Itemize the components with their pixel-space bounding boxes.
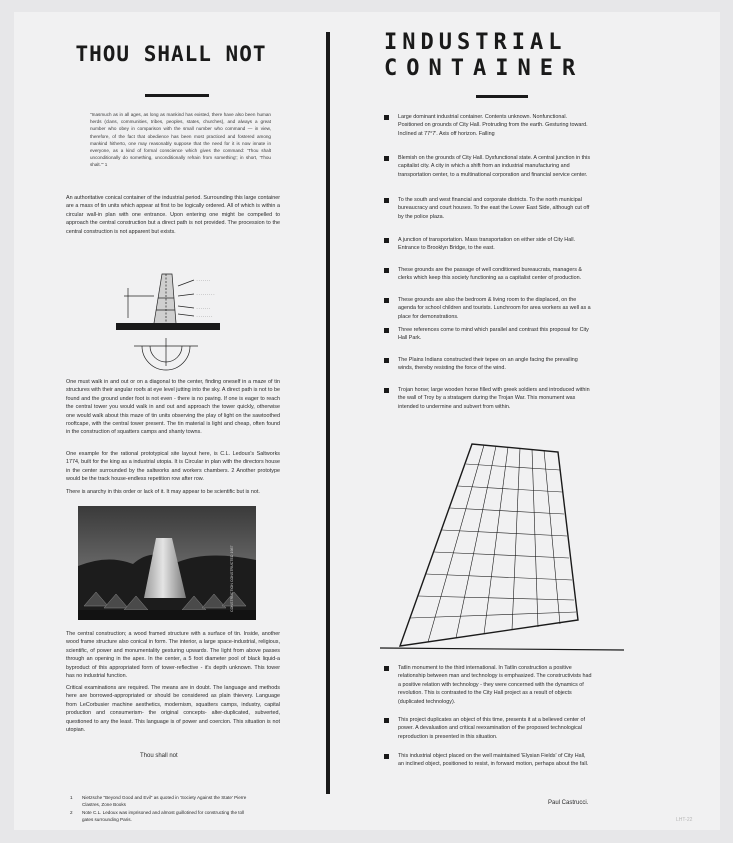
- bullet-square-icon: [384, 115, 389, 120]
- bullet-item: Large dominant industrial container. Contents unknown. Nonfunctional. Positioned on grounds of City Hall. Protruding from the earth. Gesturing toward. Inclined at 77°7'. Axis off horizon. Falling: [384, 113, 592, 138]
- bullet-item: Trojan horse; large wooden horse filled with greek soldiers and introduced within the wall of Troy by a stratagem during the Trojan War. This monument was intended to undermine and subvert from within.: [384, 386, 592, 411]
- tower-section-drawing: [114, 268, 230, 372]
- left-title-underline: [145, 94, 209, 97]
- svg-text:.......: .......: [196, 306, 211, 310]
- right-title-line-1: INDUSTRIAL: [384, 30, 567, 55]
- author-signature: Paul Castrucci.: [548, 800, 589, 806]
- paragraph-intro: An authoritative conical container of the industrial period. Surrounding this large container are a mass of tin units which appear at first to be logically ordered. All of which is within a circular wall-in plan with one entrance. Upon entering one might be compelled to approach the central construction but a direct path is not provided. The procession to the central construction is not apparent but exists.: [66, 195, 280, 235]
- left-title: THOU SHALL NOT: [75, 42, 267, 66]
- bullet-item: These grounds are the passage of well conditioned bureaucrats, managers & clerks which keep this society functioning as a capitalist center of production.: [384, 266, 592, 283]
- right-title-underline: [476, 95, 528, 98]
- photo-caption: CONSTRUCTION CONSTRUCTED 1987: [230, 545, 234, 612]
- bullet-square-icon: [384, 358, 389, 363]
- bullet-square-icon: [384, 198, 389, 203]
- right-title-line-2: CONTAINER: [384, 56, 585, 81]
- paragraph-maze: One must walk in and out or on a diagonal to the center, finding oneself in a maze of tin structures with their angular roofs at eye level jutting into the sky. A direct path is not to be found and the ground under foot is not even - there is no paving. If one is eager to reach the central tower you would walk in and out and approach the tower quickly, otherwise one would walk about this maze of tin units observing the play of light on the sawtoothed rooftcape, with the central tower present. The tin material is light and cheap, often found in the construction of squatters camps and shanty towns.: [66, 379, 280, 436]
- bullet-item: Blemish on the grounds of City Hall. Dysfunctional state. A central junction in this capitalist city. A city in which a shift from an industrial manufacturing and transportation center, to a multinational corporation and financial service center.: [384, 154, 592, 179]
- bullet-square-icon: [384, 156, 389, 161]
- footnote-1: Nietzsche "Beyond Good and Evil" as quoted in 'Society Against the State' Pierre Clastres, Zone Books: [82, 795, 247, 807]
- paragraph-saltworks: One example for the rational prototypical site layout here, is C.L. Ledoux's Saltworks 1774, built for the king as a industrial utopia. It is Circular in plan with the directors house in the center surrounded by the saltworks and workers chambers. 2 Another prototype would be the track house-endless repetition row after row.: [66, 451, 280, 483]
- bullet-square-icon: [384, 238, 389, 243]
- left-signoff: Thou shall not: [140, 753, 178, 759]
- paragraph-central-construction: The central construction; a wood framed structure with a surface of tin. Inside, another wood frame structure also conical in form. The interior, a large space-industrial, religious, scientific, of power and monumentality gesturing upwards. The light from above passes through an opening in the apex. In the center, a 5 foot diameter pool of black liquid-a byproduct of this appropriated form of tower-reflective - it's depth unknown. This tower has no industrial function.: [66, 631, 280, 680]
- bullet-item: To the south and west financial and corporate districts. To the north municipal bureaucracy and court houses. To the east the Lower East Side, although cut off by the police plaza.: [384, 196, 592, 221]
- footnote-1-number: 1: [70, 795, 73, 800]
- svg-text:.........: .........: [196, 292, 215, 296]
- bullet-square-icon: [384, 298, 389, 303]
- bullet-square-icon: [384, 268, 389, 273]
- bullet-square-icon: [384, 754, 389, 759]
- paragraph-critical: Critical examinations are required. The means are in doubt. The language and methods here are borrowed-appropriated or should be considered as plain thievery. Language from LeCorbusier machine aesthetics, modernism, squatters camps, industry, capital production and consumerism- the original concepts- alter-duplicated, subverted, questioned to any the least. This language is of power and coercion. This situation is not utopian.: [66, 685, 280, 734]
- column-divider: [326, 32, 330, 794]
- bullet-square-icon: [384, 388, 389, 393]
- bullet-item: These grounds are also the bedroom & living room to the displaced, on the agenda for school children and tourists. Lunchroom for area workers as well as a place for demonstrations.: [384, 296, 592, 321]
- bullet-item: The Plains Indians constructed their tepee on an angle facing the prevailing winds, thereby resisting the force of the wind.: [384, 356, 592, 373]
- svg-text:.......: .......: [196, 278, 211, 282]
- bullet-item: This project duplicates an object of this time, presents it at a believed center of power. A devaluation and critical reexamination of the proposed technological reproduction is presented in this situation.: [384, 716, 592, 741]
- bullet-square-icon: [384, 328, 389, 333]
- paragraph-anarchy: There is anarchy in this order or lack of it. It may appear to be scientific but is not.: [66, 489, 260, 495]
- bullet-square-icon: [384, 666, 389, 671]
- inclined-container-drawing: [380, 440, 624, 654]
- bullet-square-icon: [384, 718, 389, 723]
- epigraph-quote: "Inasmuch as in all ages, as long as mankind has existed, there have also been human herds (clans, communities, tribes, peoples, states, churches), and always a great number who obey in comparison with the small number who command — in view, therefore, of the fact that obedience has been most practiced and fostered among mankind hitherto, one may reasonably suppose that the need for it is now innate in everyone, as a kind of formal conscience which gives the command: 'Thou shalt unconditionally do something, unconditionally refrain from something'; in short, 'Thou shalt.'" 1: [90, 112, 271, 168]
- bullet-item: Tatlin monument to the third international. In Tatlin construction a positive relationship between man and technology is emphasized. The constructivists had a positive relation with technology - they were concerned with the dynamics of revolution. This is contrasted to the City Hall project as a result of objects (duplicated technology).: [384, 664, 592, 706]
- footnote-2: Note C.L. Ledoux was imprisoned and almost guillotined for constructing the toll gates surrounding Paris.: [82, 810, 245, 822]
- bullet-item: Three references come to mind which parallel and contrast this proposal for City Hall Park.: [384, 326, 592, 343]
- bullet-item: A junction of transportation. Mass transportation on either side of City Hall. Entrance to Brooklyn Bridge, to the east.: [384, 236, 592, 253]
- footnote-2-number: 2: [70, 810, 73, 815]
- margin-pencil-note: LHT-22: [676, 817, 693, 823]
- svg-text:........: ........: [196, 314, 213, 318]
- bullet-item: This industrial object placed on the well maintained 'Elysian Fields' of City Hall, an inclined object, positioned to resist, in forward motion, perhaps about the fall.: [384, 752, 592, 769]
